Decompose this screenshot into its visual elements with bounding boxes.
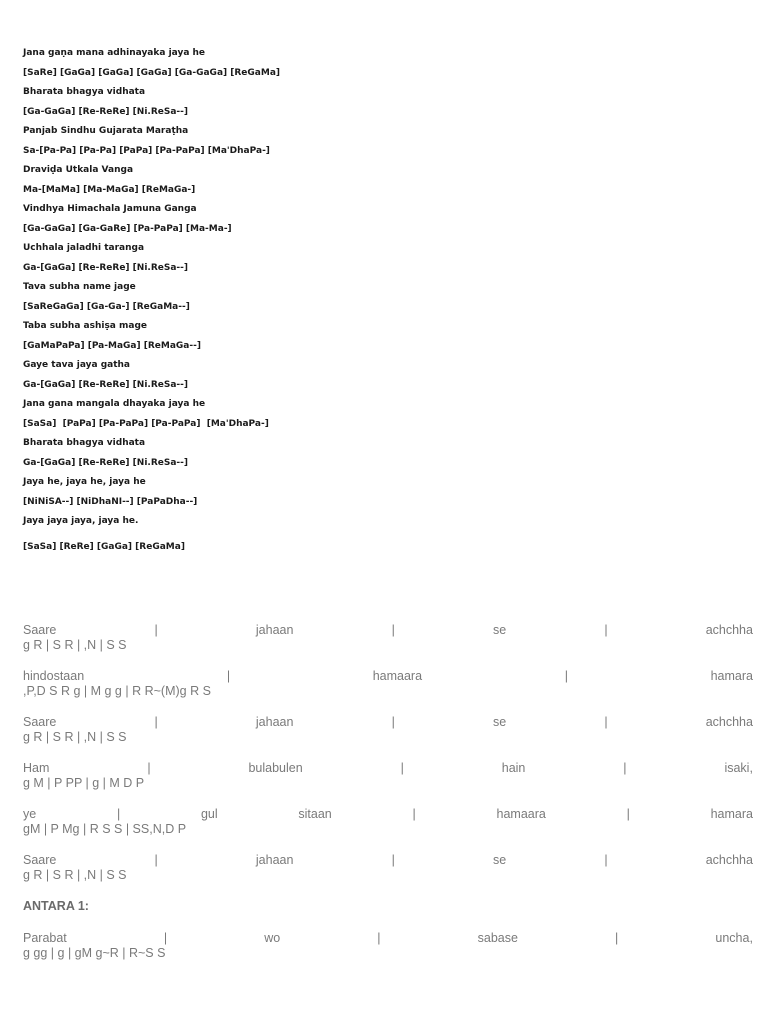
lyric-word: | (400, 761, 404, 775)
lyric-line: Jana gana mangala dhayaka jaya he (23, 399, 206, 409)
lyric-words-row (23, 853, 753, 868)
lyric-line: Tava subha name jage (23, 282, 136, 292)
lyric-word: | (564, 669, 568, 683)
swara-notes-row: g R | S R | ,N | S S (23, 868, 127, 882)
notation-line: Ma-[MaMa] [Ma-MaGa] [ReMaGa-] (23, 184, 196, 195)
lyric-word: hamara (710, 669, 753, 683)
lyric-word: | (163, 931, 168, 945)
lyric-line: Bharata bhagya vidhata (23, 438, 146, 448)
anthem-final-notation: [SaSa] [ReRe] [GaGa] [ReGaMa] (23, 541, 185, 552)
song-stanzas (23, 623, 753, 883)
lyric-word: achchha (705, 623, 753, 637)
lyric-word: hamaara (496, 807, 546, 821)
lyric-line: Jana gaṇa mana adhinayaka jaya he (23, 48, 206, 58)
stanza (23, 807, 753, 837)
lyric-line: Panjab Sindhu Gujarata Maraṭha (23, 126, 189, 136)
lyric-word: | (154, 853, 158, 867)
swara-notes-row: g M | P PP | g | M D P (23, 776, 145, 790)
notation-line: Ga-[GaGa] [Re-ReRe] [Ni.ReSa--] (23, 457, 188, 468)
notation-line: [Ga-GaGa] [Ga-GaRe] [Pa-PaPa] [Ma-Ma-] (23, 223, 232, 234)
notation-line: [SaRe] [GaGa] [GaGa] [GaGa] [Ga-GaGa] [ReGaMa] (23, 67, 281, 78)
lyric-words-row (23, 623, 753, 638)
lyric-word: se (492, 623, 507, 637)
song-notation (23, 623, 753, 977)
lyric-word: | (154, 715, 158, 729)
lyric-line: Bharata bhagya vidhata (23, 87, 146, 97)
notation-line: [GaMaPaPa] [Pa-MaGa] [ReMaGa--] (23, 340, 201, 351)
lyric-line: Uchhala jaladhi taranga (23, 243, 145, 253)
lyric-word: | (604, 715, 608, 729)
swara-notes-row: g R | S R | ,N | S S (23, 730, 127, 744)
anthem-notation (23, 44, 743, 557)
lyric-word: | (626, 807, 630, 821)
lyric-word: hindostaan (23, 669, 85, 683)
notation-line: Sa-[Pa-Pa] [Pa-Pa] [PaPa] [Pa-PaPa] [Ma'DhaPa-] (23, 145, 270, 156)
stanza (23, 669, 753, 699)
lyric-word: | (391, 715, 395, 729)
notation-line: [Ga-GaGa] [Re-ReRe] [Ni.ReSa--] (23, 106, 188, 117)
lyric-word: achchha (705, 853, 753, 867)
lyric-word: | (615, 931, 619, 945)
lyric-word: ye (23, 807, 37, 821)
lyric-words-row (23, 761, 753, 776)
lyric-word: jahaan (255, 853, 294, 867)
lyric-line: Jaya he, jaya he, jaya he (23, 477, 146, 487)
stanza (23, 853, 753, 883)
lyric-word: Saare (23, 623, 57, 637)
lyric-word: sitaan (298, 807, 332, 821)
lyric-word: sabase (477, 931, 518, 945)
lyric-words-row (23, 931, 753, 946)
lyric-line: Jaya jaya jaya, jaya he. (23, 516, 139, 526)
lyric-word: hamaara (372, 669, 423, 683)
lyric-word: | (412, 807, 416, 821)
lyric-word: | (391, 623, 395, 637)
lyric-word: jahaan (255, 623, 294, 637)
lyric-word: | (116, 807, 121, 821)
lyric-word: se (492, 715, 507, 729)
antara-heading: ANTARA 1: (23, 899, 89, 913)
lyric-words-row (23, 807, 753, 822)
lyric-word: gul (200, 807, 218, 821)
lyric-line: Vindhya Himachala Jamuna Ganga (23, 204, 197, 214)
lyric-word: Saare (23, 853, 57, 867)
stanza (23, 931, 753, 961)
lyric-word: | (391, 853, 395, 867)
lyric-word: hamara (710, 807, 753, 821)
notation-line: [NiNiSA--] [NiDhaNI--] [PaPaDha--] (23, 496, 198, 507)
lyric-word: | (154, 623, 158, 637)
lyric-word: Parabat (23, 931, 67, 945)
lyric-words-row (23, 715, 753, 730)
stanza (23, 715, 753, 745)
swara-notes-row: gM | P Mg | R S S | SS,N,D P (23, 822, 187, 836)
lyric-word: | (226, 669, 231, 683)
lyric-word: wo (264, 931, 281, 945)
lyric-word: Ham (23, 761, 50, 775)
lyric-word: se (492, 853, 507, 867)
lyric-line: Draviḍa Utkala Vanga (23, 165, 134, 175)
stanza (23, 761, 753, 791)
lyric-word: isaki, (724, 761, 753, 775)
lyric-word: achchha (705, 715, 753, 729)
antara-stanzas (23, 931, 753, 961)
anthem-lines (23, 44, 743, 532)
lyric-word: | (147, 761, 151, 775)
lyric-word: | (377, 931, 381, 945)
swara-notes-row: g R | S R | ,N | S S (23, 638, 127, 652)
lyric-line: Gaye tava jaya gatha (23, 360, 130, 370)
swara-notes-row: ,P,D S R g | M g g | R R~(M)g R S (23, 684, 211, 698)
lyric-word: hain (501, 761, 526, 775)
stanza (23, 623, 753, 653)
notation-line: [SaReGaGa] [Ga-Ga-] [ReGaMa--] (23, 301, 190, 312)
notation-line: Ga-[GaGa] [Re-ReRe] [Ni.ReSa--] (23, 379, 188, 390)
swara-notes-row: g gg | g | gM g~R | R~S S (23, 946, 166, 960)
lyric-word: | (604, 853, 608, 867)
lyric-words-row (23, 669, 753, 684)
lyric-word: jahaan (255, 715, 294, 729)
lyric-word: bulabulen (248, 761, 303, 775)
lyric-word: uncha, (715, 931, 753, 945)
lyric-word: | (604, 623, 608, 637)
notation-line: Ga-[GaGa] [Re-ReRe] [Ni.ReSa--] (23, 262, 188, 273)
lyric-word: | (623, 761, 627, 775)
lyric-line: Taba subha ashiṣa mage (23, 321, 148, 331)
notation-line: [SaSa] [PaPa] [Pa-PaPa] [Pa-PaPa] [Ma'DhaPa-] (23, 418, 269, 429)
lyric-word: Saare (23, 715, 57, 729)
